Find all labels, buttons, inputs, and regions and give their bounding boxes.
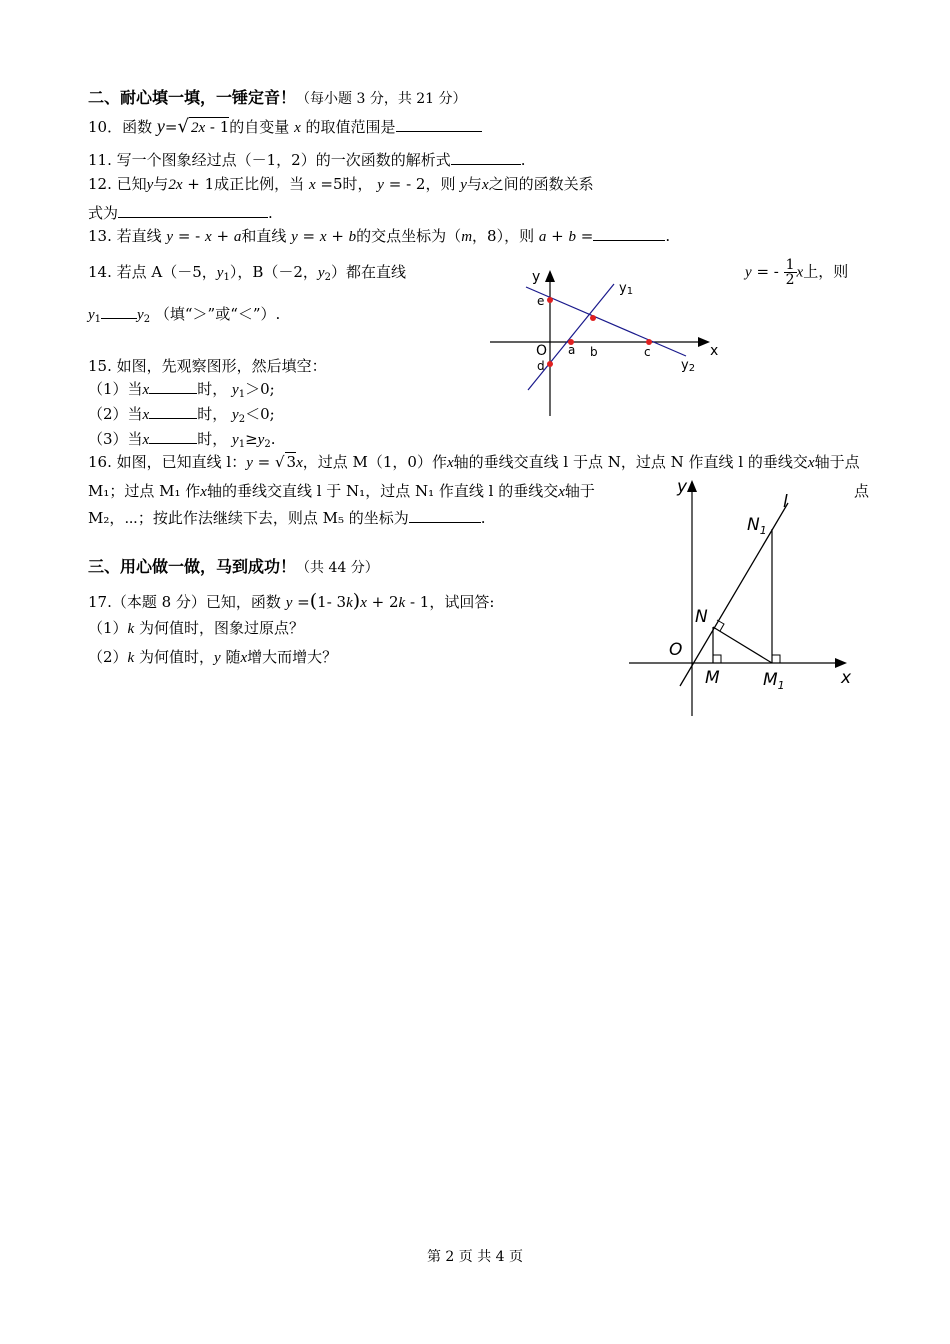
q15-l2c: ＜0; (245, 405, 275, 423)
graph1-label-y1: y1 (619, 281, 634, 297)
q17-text-a: 17.（本题 8 分）已知，函数 (88, 593, 281, 611)
q13-text-d: ，8），则 (472, 227, 535, 245)
q15-l1c: ＞0; (245, 380, 275, 398)
q14-fraction: $\frac{1}{2}$ (785, 257, 795, 288)
q13-text-c: 的交点坐标为（ (356, 227, 462, 245)
q12-text-f: 与 (466, 175, 482, 193)
graph-perpendicular-figure (625, 470, 865, 720)
question-16-line2: M₁；过点 M₁ 作x轴的垂线交直线 l 于 N₁，过点 N₁ 作直线 l 的垂线交x轴于 (88, 482, 595, 500)
q15-blank-1[interactable] (149, 379, 197, 394)
question-13: 13. 若直线 y = - x + a和直线 y = x + b的交点坐标为（m，8），则 a + b = . (88, 227, 671, 245)
graph2-y-arrow (687, 480, 697, 492)
q10-sqrt-sign: √ (177, 116, 189, 137)
q17-p1a: （1） (88, 619, 128, 637)
question-17: 17.（本题 8 分）已知，函数 y =(1- 3k)x + 2k - 1，试回答: (88, 590, 495, 612)
q15-l3b: 时， (197, 430, 228, 448)
graph2-x-arrow (835, 658, 847, 668)
q17-p2b: 为何值时， (139, 648, 215, 666)
q15-l3c: ≥ (245, 430, 258, 448)
graph2-label-M: M (705, 668, 720, 688)
q10-var-x: x (294, 120, 301, 136)
graph2-label-N: N (695, 607, 708, 627)
q16-text-b: ，过点 M（1，0）作 (302, 453, 447, 471)
q15-l2b: 时， (197, 405, 228, 423)
graph2-label-l: l (783, 492, 788, 512)
q17-p2c: 随 (225, 648, 241, 666)
question-15 (88, 356, 327, 376)
q14-text-a: 14. 若点 A（－5， (88, 263, 217, 281)
q14-text-e: （填“＞”或“＜”）. (154, 305, 281, 323)
question-11: 11. 写一个图象经过点（－1，2）的一次函数的解析式 . (88, 151, 526, 169)
question-15-part3: （3）当x 时， $y_1\ge y_2$. (88, 430, 276, 450)
q10-answer-blank[interactable] (396, 117, 482, 132)
graph1-x-arrow (698, 337, 710, 347)
q17-text-b: ，试回答: (429, 593, 495, 611)
graph1-point-d (547, 361, 553, 367)
graph2-x-label: x (841, 668, 852, 688)
q16-text-a: 16. 如图，已知直线 l： (88, 453, 247, 471)
q16-text-d: 轴于点 (814, 453, 860, 471)
graph2-label-M1: $M_1$ (763, 670, 785, 692)
question-14: 14. 若点 A（－5，$y_1$），B（－2，$y_2$）都在直线 (88, 263, 406, 283)
section3-note: （共 44 分） (296, 560, 379, 576)
question-15-part2: （2）当x 时， $y_2<0$; (88, 405, 275, 425)
q10-formula: y (156, 116, 165, 136)
graph1-label-c: c (644, 345, 651, 359)
q15-l1a: （1）当 (88, 380, 143, 398)
graph2-label-N1: $N_1$ (747, 515, 767, 537)
q17-p2a: （2） (88, 648, 128, 666)
graph1-point-e (547, 297, 553, 303)
question-14-line2: $y_1$ $y_2$ （填“＞”或“＜”）. (88, 305, 281, 325)
question-12: 12. 已知y与2x + 1成正比例，当 x =5时， y = - 2，则 y与x之间的函数关系 (88, 175, 594, 193)
q13-text-b: 和直线 (241, 227, 287, 245)
question-12-line2: 式为 . (88, 204, 273, 222)
q10-radicand: 2x - 1 (190, 118, 230, 136)
graph2-right-angle-M (713, 655, 721, 663)
graph1-label-b: b (590, 345, 598, 359)
q12-line2-text: 式为 (88, 204, 119, 222)
q11-text: 11. 写一个图象经过点（－1，2）的一次函数的解析式 (88, 151, 451, 169)
q14-text-c: ）都在直线 (330, 263, 406, 281)
graph1-label-y2: y2 (681, 358, 696, 374)
graph2-segment-NM1 (713, 627, 772, 663)
question-16-line3: M₂，⋯；按此作法继续下去，则点 M₅ 的坐标为 . (88, 509, 486, 527)
graph1-origin-label: O (536, 343, 548, 359)
graph1-label-a: a (568, 343, 576, 357)
graph2-y-label: y (677, 477, 688, 497)
question-14-formula: y = - $\frac{1}{2}$ x上，则 (745, 257, 849, 288)
graph1-x-label: x (710, 343, 719, 359)
q10-text-b: 的自变量 (229, 118, 290, 136)
graph2-right-angle-M1 (772, 655, 780, 663)
q17-p1b: 为何值时，图象过原点？ (139, 619, 305, 637)
q14-text-d: 上，则 (803, 262, 849, 281)
question-17-part2: （2）k 为何值时，y 随x增大而增大？ (88, 648, 338, 666)
q15-l3a: （3）当 (88, 430, 143, 448)
graph1-y-label: y (532, 269, 541, 285)
q17-p2d: 增大而增大？ (247, 648, 338, 666)
q15-l1b: 时， (197, 380, 228, 398)
question-16: 16. 如图，已知直线 l：y = √ 3x，过点 M（1，0）作x轴的垂线交直线 l 于点 N，过点 N 作直线 l 的垂线交x轴于点 (88, 453, 860, 471)
q13-text-a: 13. 若直线 (88, 227, 162, 245)
question-15-part1: （1）当x 时， $y_1>0$; (88, 380, 275, 400)
q10-text-a: 10．函数 (88, 118, 153, 136)
q14-text-b: ），B（－2， (229, 263, 318, 281)
q10-text-c: 的取值范围是 (305, 118, 396, 136)
q15-l2a: （2）当 (88, 405, 143, 423)
graph1-label-d: d (537, 359, 545, 373)
q16-answer-blank[interactable] (409, 508, 481, 523)
q16-line2a: M₁；过点 M₁ 作 (88, 482, 201, 500)
graph2-origin-label: O (669, 640, 683, 660)
q15-blank-2[interactable] (149, 404, 197, 419)
graph1-point-b (590, 315, 596, 321)
q12-text-c: 成正比例，当 (214, 175, 305, 193)
q16-line2c: 轴于 (564, 482, 595, 500)
graph1-label-e: e (537, 294, 545, 308)
page-footer: 第 2 页 共 4 页 (426, 1249, 524, 1265)
q16-line2d: 点 (854, 482, 870, 500)
q12-text-d: 时， (342, 175, 373, 193)
section3-title (88, 557, 379, 578)
section3-title-text: 三、用心做一做，马到成功！ (88, 557, 297, 576)
section2-title-text: 二、耐心填一填，一锤定音！ (88, 88, 297, 107)
section2-note: （每小题 3 分，共 21 分） (296, 91, 467, 107)
question-10: 10．函数 y=√ 2x - 1的自变量 x 的取值范围是 (88, 116, 482, 138)
q12-text-g: 之间的函数关系 (488, 175, 594, 193)
q13-answer-blank[interactable] (593, 226, 665, 241)
q11-answer-blank[interactable] (451, 150, 521, 165)
q15-title: 15. 如图，先观察图形，然后填空： (88, 357, 327, 375)
graph-lines-figure (486, 262, 722, 422)
q12-answer-blank[interactable] (118, 203, 268, 218)
q12-text-a: 12. 已知 (88, 175, 147, 193)
q12-text-b: 与 (153, 175, 169, 193)
q12-text-e: ，则 (425, 175, 456, 193)
graph1-y-arrow (545, 270, 555, 282)
q16-line3: M₂，⋯；按此作法继续下去，则点 M₅ 的坐标为 (88, 509, 409, 527)
section2-title (88, 88, 467, 109)
q16-line2b: 轴的垂线交直线 l 于 N₁，过点 N₁ 作直线 l 的垂线交 (206, 482, 559, 500)
question-17-part1: （1）k 为何值时，图象过原点？ (88, 619, 305, 637)
q16-text-c: 轴的垂线交直线 l 于点 N，过点 N 作直线 l 的垂线交 (453, 453, 808, 471)
q14-answer-blank[interactable] (101, 309, 137, 319)
q15-blank-3[interactable] (149, 429, 197, 444)
